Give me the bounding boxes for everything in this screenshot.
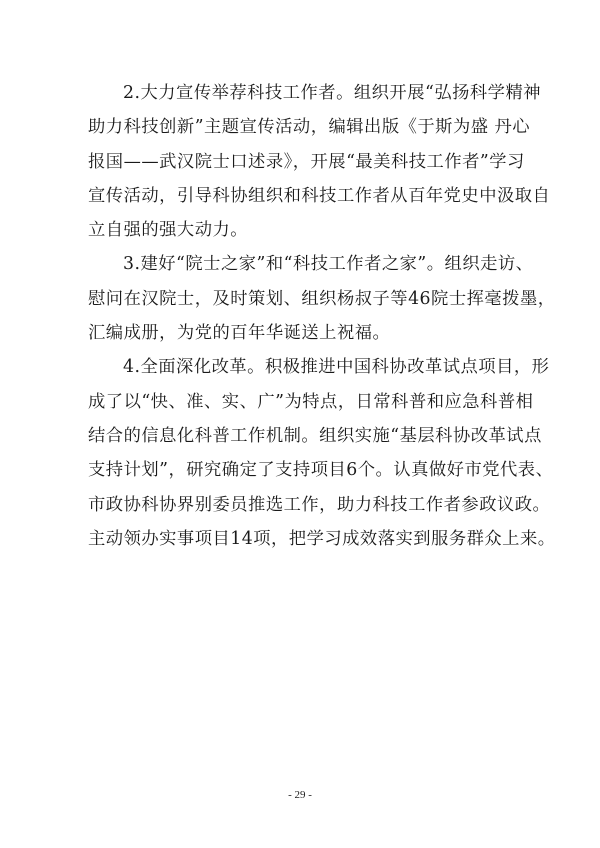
text-line: 慰问在汉院士，及时策划、组织杨叔子等46院士挥毫拨墨， bbox=[88, 288, 556, 309]
text-line: 4.全面深化改革。积极推进中国科协改革试点项目，形 bbox=[123, 357, 550, 378]
text-line: 报国——武汉院士口述录》，开展“最美科技工作者”学习 bbox=[88, 151, 525, 172]
page-number: - 29 - bbox=[288, 789, 312, 801]
text-line: 市政协科协界别委员推选工作，助力科技工作者参政议政。 bbox=[88, 494, 551, 515]
text-line: 2.大力宣传举荐科技工作者。组织开展“弘扬科学精神 bbox=[123, 83, 542, 103]
paragraph-2 bbox=[88, 76, 551, 247]
text-line: 结合的信息化科普工作机制。组织实施“基层科协改革试点 bbox=[88, 425, 542, 446]
text-line: 助力科技创新”主题宣传活动，编辑出版《于斯为盛 丹心 bbox=[88, 117, 531, 138]
text-line: 3.建好“院士之家”和“科技工作者之家”。组织走访、 bbox=[123, 254, 534, 275]
body-text bbox=[88, 76, 556, 556]
paragraph-4 bbox=[88, 350, 556, 556]
paragraph-3 bbox=[88, 247, 556, 350]
text-line: 宣传活动，引导科协组织和科技工作者从百年党史中汲取自 bbox=[88, 185, 551, 206]
text-line: 汇编成册，为党的百年华诞送上祝福。 bbox=[88, 323, 391, 344]
text-line: 成了以“快、准、实、广”为特点，日常科普和应急科普相 bbox=[88, 391, 534, 412]
text-line: 主动领办实事项目14项，把学习成效落实到服务群众上来。 bbox=[88, 528, 556, 549]
text-line: 立自强的强大动力。 bbox=[88, 220, 249, 241]
text-line: 支持计划”，研究确定了支持项目6个。认真做好市党代表、 bbox=[88, 460, 554, 481]
